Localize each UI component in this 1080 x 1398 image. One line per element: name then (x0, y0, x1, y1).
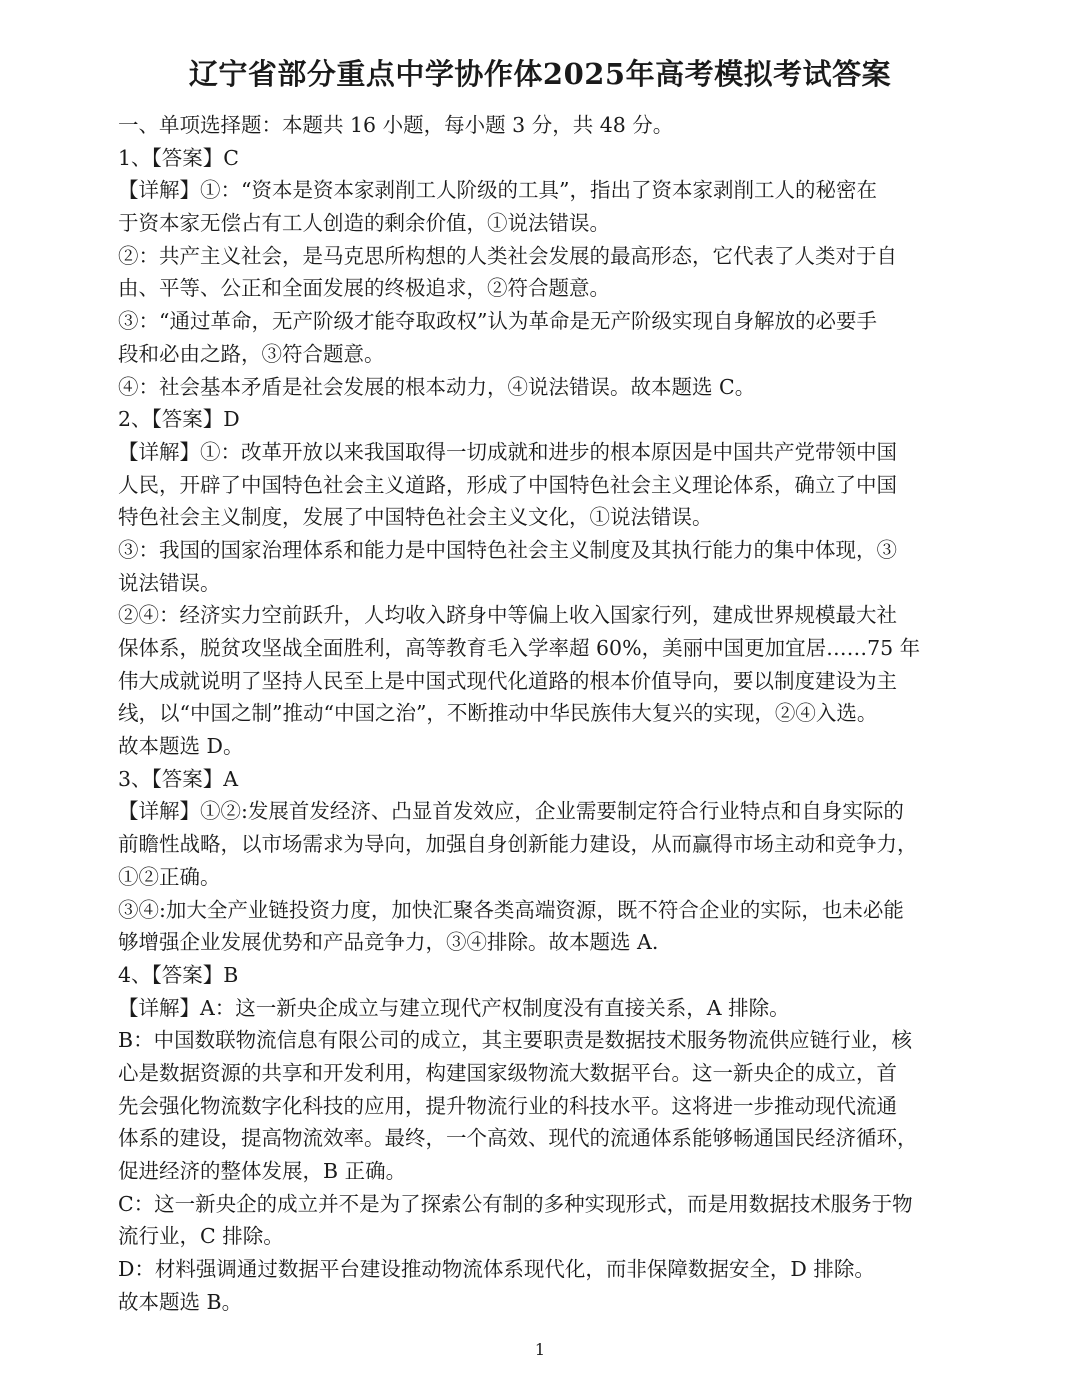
answer-line-q1: 1、【答案】C (118, 145, 239, 170)
explanation-line: 伟大成就说明了坚持人民至上是中国式现代化道路的根本价值导向，要以制度建设为主 (118, 668, 897, 693)
explanation-line: 保体系，脱贫攻坚战全面胜利，高等教育毛入学率超 60%，美丽中国更加宜居……75 年 (118, 636, 921, 660)
explanation-line: 【详解】①：“资本是资本家剥削工人阶级的工具”，指出了资本家剥削工人的秘密在 (118, 178, 877, 203)
explanation-line: D：材料强调通过数据平台建设推动物流体系现代化，而非保障数据安全，D 排除。 (118, 1257, 875, 1282)
explanation-line: 够增强企业发展优势和产品竞争力，③④排除。故本题选 A. (118, 930, 659, 955)
answer-line-q3: 3、【答案】A (118, 766, 239, 791)
explanation-line: 特色社会主义制度，发展了中国特色社会主义文化，①说法错误。 (118, 505, 713, 530)
explanation-line: ①②正确。 (118, 864, 221, 889)
explanation-line: 心是数据资源的共享和开发利用，构建国家级物流大数据平台。这一新央企的成立，首 (118, 1060, 897, 1085)
explanation-line: ②：共产主义社会，是马克思所构想的人类社会发展的最高形态，它代表了人类对于自 (118, 243, 897, 268)
answer-line-q4: 4、【答案】B (118, 962, 239, 987)
section-heading: 一、单项选择题：本题共 16 小题，每小题 3 分，共 48 分。 (118, 113, 674, 137)
explanation-line: 故本题选 D。 (118, 734, 244, 759)
explanation-line: 人民，开辟了中国特色社会主义道路，形成了中国特色社会主义理论体系，确立了中国 (118, 472, 897, 497)
explanation-line: 促进经济的整体发展，B 正确。 (118, 1159, 407, 1183)
explanation-line: ③：我国的国家治理体系和能力是中国特色社会主义制度及其执行能力的集中体现，③ (118, 537, 897, 562)
page-title: 辽宁省部分重点中学协作体2025年高考模拟考试答案 (188, 57, 892, 91)
explanation-line: 体系的建设，提高物流效率。最终，一个高效、现代的流通体系能够畅通国民经济循环， (118, 1126, 918, 1151)
explanation-line: 线，以“中国之制”推动“中国之治”，不断推动中华民族伟大复兴的实现，②④入选。 (118, 701, 878, 726)
explanation-line: 【详解】①：改革开放以来我国取得一切成就和进步的根本原因是中国共产党带领中国 (118, 439, 897, 464)
explanation-line: ②④：经济实力空前跃升，人均收入跻身中等偏上收入国家行列，建成世界规模最大社 (118, 603, 897, 628)
explanation-line: 【详解】A：这一新央企成立与建立现代产权制度没有直接关系，A 排除。 (118, 995, 790, 1020)
explanation-line: B：中国数联物流信息有限公司的成立，其主要职责是数据技术服务物流供应链行业，核 (118, 1028, 913, 1053)
answer-content (118, 109, 968, 1318)
explanation-line: 先会强化物流数字化科技的应用，提升物流行业的科技水平。这将进一步推动现代流通 (118, 1093, 897, 1118)
page-number: 1 (534, 1340, 546, 1359)
explanation-line: ③④:加大全产业链投资力度，加快汇聚各类高端资源，既不符合企业的实际，也未必能 (118, 897, 904, 922)
explanation-line: 故本题选 B。 (118, 1289, 243, 1314)
explanation-line: 说法错误。 (118, 570, 221, 595)
answer-line-q2: 2、【答案】D (118, 407, 240, 432)
explanation-line: 前瞻性战略，以市场需求为导向，加强自身创新能力建设，从而赢得市场主动和竞争力， (118, 832, 918, 857)
explanation-line: ③：“通过革命，无产阶级才能夺取政权”认为革命是无产阶级实现自身解放的必要手 (118, 309, 877, 334)
explanation-line: 流行业，C 排除。 (118, 1224, 284, 1249)
explanation-line: C：这一新央企的成立并不是为了探索公有制的多种实现形式，而是用数据技术服务于物 (118, 1191, 913, 1216)
explanation-line: 由、平等、公正和全面发展的终极追求，②符合题意。 (118, 276, 610, 301)
explanation-line: 【详解】①②:发展首发经济、凸显首发效应，企业需要制定符合行业特点和自身实际的 (118, 799, 904, 824)
explanation-line: 段和必由之路，③符合题意。 (118, 341, 385, 366)
explanation-line: 于资本家无偿占有工人创造的剩余价值，①说法错误。 (118, 211, 610, 236)
explanation-line: ④：社会基本矛盾是社会发展的根本动力，④说法错误。故本题选 C。 (118, 374, 756, 399)
